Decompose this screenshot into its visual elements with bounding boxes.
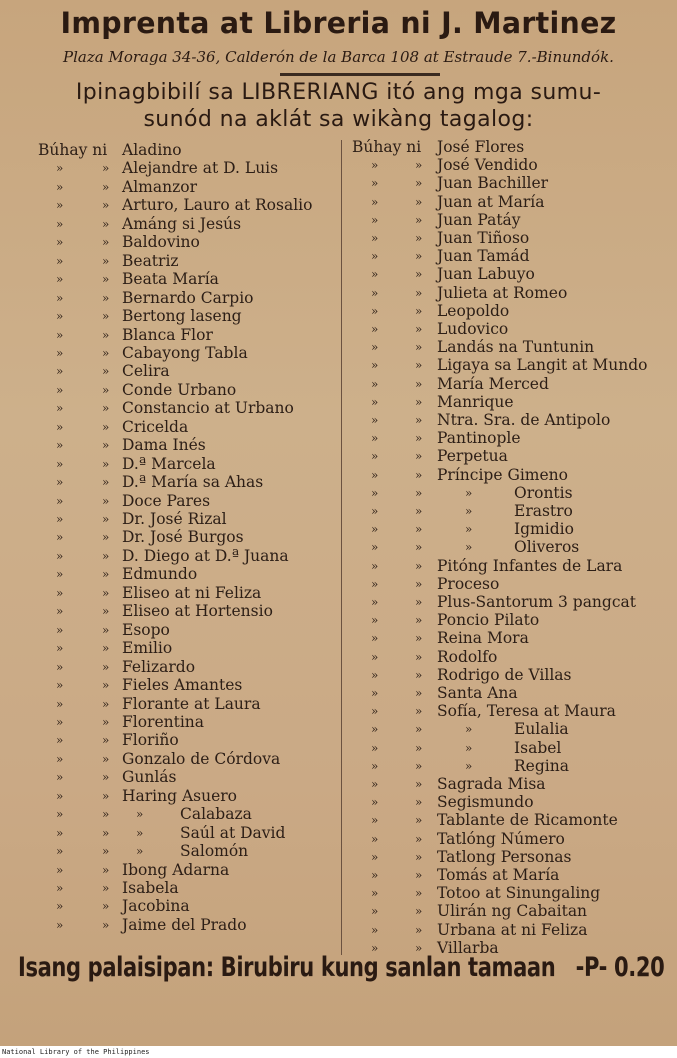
ditto-mark: »: [371, 540, 379, 555]
ditto-mark: »: [56, 512, 64, 526]
ditto-mark: »: [415, 194, 423, 209]
intro-line-2: sunód na aklát sa wikàng tagalog:: [143, 107, 534, 132]
ditto-mark: »: [415, 376, 423, 391]
ditto-mark: »: [371, 176, 379, 191]
book-title: Jaime del Prado: [122, 915, 247, 934]
ditto-mark: »: [102, 438, 110, 453]
book-title: Emilio: [122, 639, 173, 658]
ditto-mark: »: [415, 303, 423, 318]
ditto-mark: »: [415, 485, 423, 500]
book-title: D. Diego at D.ª Juana: [122, 546, 289, 565]
title-rule: [280, 73, 440, 76]
ditto-mark: »: [102, 770, 110, 785]
ditto-mark: »: [102, 161, 110, 176]
footer-line: [18, 952, 665, 983]
book-title: Dama Inés: [122, 436, 206, 455]
ditto-mark: »: [56, 198, 64, 213]
book-title: Dr. José Burgos: [122, 528, 244, 547]
ditto-mark: »: [371, 504, 379, 518]
ditto-mark: »: [415, 522, 423, 537]
ditto-mark: »: [136, 807, 144, 822]
ditto-mark: »: [371, 576, 379, 591]
ditto-mark: »: [56, 788, 64, 803]
source-credit: National Library of the Philippines: [2, 1048, 150, 1056]
ditto-mark: »: [465, 522, 473, 537]
ditto-mark: »: [56, 862, 64, 877]
book-title: Sofía, Teresa at Maura: [437, 702, 616, 721]
ditto-mark: »: [102, 567, 110, 582]
ditto-mark: »: [415, 394, 423, 409]
ditto-mark: »: [102, 475, 110, 490]
ditto-mark: »: [465, 758, 473, 773]
ditto-mark: »: [415, 249, 423, 264]
footer-price: -P- 0.20: [575, 952, 665, 983]
book-title: Juan Tiñoso: [437, 229, 530, 247]
book-title: Isabel: [514, 738, 562, 757]
book-title: Dr. José Rizal: [122, 510, 227, 528]
ditto-mark: »: [102, 456, 110, 471]
ditto-mark: »: [102, 844, 110, 859]
book-title: Manrique: [437, 392, 514, 411]
ditto-mark: »: [102, 881, 110, 895]
book-title: Eliseo at Hortensio: [122, 602, 273, 621]
ditto-mark: »: [415, 322, 423, 336]
ditto-mark: »: [56, 751, 64, 766]
book-title: Landás na Tuntunin: [437, 338, 595, 357]
book-title: Gunlás: [122, 768, 177, 787]
book-title: Rodolfo: [437, 647, 498, 666]
ditto-mark: »: [56, 475, 64, 490]
ditto-mark: »: [415, 504, 423, 518]
ditto-mark: »: [371, 922, 379, 937]
book-title: Salomón: [180, 842, 249, 861]
book-title: Rodrigo de Villas: [437, 665, 572, 684]
ditto-mark: »: [102, 493, 110, 508]
ditto-mark: »: [415, 540, 423, 555]
ditto-mark: »: [56, 678, 64, 693]
book-title: Igmidio: [514, 520, 574, 539]
ditto-mark: »: [371, 595, 379, 609]
ditto-mark: »: [415, 849, 423, 864]
book-title: Totoo at Sinungaling: [437, 884, 601, 903]
ditto-mark: »: [102, 272, 110, 287]
ditto-mark: »: [415, 212, 423, 227]
ditto-mark: »: [415, 613, 423, 628]
book-title: Proceso: [437, 574, 500, 593]
ditto-mark: »: [56, 770, 64, 785]
book-title: Reina Mora: [437, 629, 529, 648]
ditto-mark: »: [56, 345, 64, 360]
book-title: Edmundo: [122, 565, 198, 584]
book-title: Aladino: [122, 141, 182, 159]
ditto-mark: »: [56, 456, 64, 471]
ditto-mark: »: [102, 714, 110, 729]
ditto-mark: »: [102, 512, 110, 526]
ditto-mark: »: [56, 530, 64, 545]
book-title: Pitóng Infantes de Lara: [437, 556, 623, 575]
ditto-mark: »: [56, 548, 64, 563]
ditto-mark: »: [415, 777, 423, 791]
book-title: Alejandre at D. Luis: [122, 159, 279, 178]
book-title: Juan Tamád: [437, 247, 530, 266]
ditto-mark: »: [102, 309, 110, 324]
book-title: Saúl at David: [180, 823, 286, 842]
ditto-mark: »: [371, 868, 379, 882]
book-title: Juan at María: [437, 192, 545, 211]
book-title: Juan Patáy: [437, 210, 521, 229]
footer-text: Isang palaisipan: Birubiru kung sanlan tamaan: [18, 952, 556, 983]
intro-line-1: Ipinagbibilí sa LIBRERIANG itó ang mga sumu-: [75, 80, 602, 105]
book-title: Arturo, Lauro at Rosalio: [122, 196, 313, 215]
ditto-mark: »: [102, 696, 110, 711]
ditto-mark: »: [102, 401, 110, 416]
ditto-mark: »: [371, 485, 379, 500]
ditto-mark: »: [102, 345, 110, 360]
ditto-mark: »: [102, 382, 110, 397]
ditto-mark: »: [371, 285, 379, 300]
ditto-mark: »: [371, 649, 379, 664]
ditto-mark: »: [56, 382, 64, 397]
book-title: Beata María: [122, 270, 219, 289]
ditto-mark: »: [415, 358, 423, 373]
ditto-mark: »: [102, 917, 110, 932]
book-title: Haring Asuero: [122, 786, 238, 805]
book-title: Ulirán ng Cabaitan: [437, 902, 588, 921]
book-title: Floriño: [122, 731, 179, 750]
ditto-mark: »: [102, 659, 110, 674]
ditto-mark: »: [415, 449, 423, 464]
book-title: Baldovino: [122, 233, 200, 252]
ditto-mark: »: [102, 585, 110, 600]
ditto-mark: »: [371, 249, 379, 264]
ditto-mark: »: [415, 940, 423, 955]
ditto-mark: »: [465, 504, 473, 518]
ditto-mark: »: [102, 530, 110, 545]
ditto-mark: »: [415, 686, 423, 700]
ditto-mark: »: [415, 886, 423, 901]
ditto-mark: »: [415, 831, 423, 846]
ditto-mark: »: [371, 212, 379, 227]
book-title: Doce Pares: [122, 491, 211, 510]
book-title: Bertong laseng: [122, 307, 242, 326]
ditto-mark: »: [371, 558, 379, 573]
ditto-mark: »: [371, 376, 379, 391]
ditto-mark: »: [371, 340, 379, 355]
ditto-mark: »: [415, 667, 423, 682]
ditto-mark: »: [415, 904, 423, 919]
ditto-mark: »: [415, 576, 423, 591]
ditto-mark: »: [371, 904, 379, 919]
book-title: Isabela: [122, 879, 179, 897]
ditto-mark: »: [415, 340, 423, 355]
ditto-mark: »: [371, 158, 379, 173]
ditto-mark: »: [371, 740, 379, 755]
ditto-mark: »: [56, 917, 64, 932]
ditto-mark: »: [465, 740, 473, 755]
ditto-mark: »: [102, 419, 110, 434]
ditto-mark: »: [102, 862, 110, 877]
book-title: Sagrada Misa: [437, 775, 546, 793]
ditto-mark: »: [415, 704, 423, 719]
ditto-mark: »: [371, 722, 379, 737]
book-title: Erastro: [514, 502, 573, 520]
ditto-mark: »: [415, 795, 423, 810]
ditto-mark: »: [56, 253, 64, 268]
ditto-mark: »: [102, 751, 110, 766]
ditto-mark: »: [102, 548, 110, 563]
ditto-mark: »: [415, 595, 423, 609]
ditto-mark: »: [371, 394, 379, 409]
book-title: Blanca Flor: [122, 325, 213, 344]
ditto-mark: »: [415, 431, 423, 446]
ditto-mark: »: [102, 825, 110, 840]
ditto-mark: »: [371, 413, 379, 427]
ditto-mark: »: [415, 231, 423, 245]
ditto-mark: »: [102, 290, 110, 305]
book-title: Amáng si Jesús: [122, 214, 242, 233]
book-title: Juan Bachiller: [437, 174, 549, 193]
ditto-mark: »: [56, 401, 64, 416]
ditto-mark: »: [415, 740, 423, 755]
book-title: Felizardo: [122, 657, 196, 676]
ditto-mark: »: [102, 235, 110, 250]
page-title: Imprenta at Libreria ni J. Martinez: [60, 6, 617, 40]
book-title: Santa Ana: [437, 684, 518, 702]
ditto-mark: »: [371, 849, 379, 864]
ditto-mark: »: [371, 686, 379, 700]
ditto-mark: »: [56, 899, 64, 914]
book-title: María Merced: [437, 374, 549, 393]
ditto-mark: »: [102, 327, 110, 342]
book-title: Regina: [514, 756, 569, 775]
ditto-mark: »: [102, 641, 110, 656]
ditto-mark: »: [371, 813, 379, 828]
ditto-mark: »: [371, 231, 379, 245]
book-title: Urbana at ni Feliza: [437, 920, 588, 939]
ditto-mark: »: [371, 194, 379, 209]
ditto-mark: »: [371, 613, 379, 628]
book-title: Segismundo: [437, 793, 534, 812]
book-title: Fieles Amantes: [122, 676, 243, 695]
ditto-mark: »: [102, 198, 110, 213]
ditto-mark: »: [56, 235, 64, 250]
ditto-mark: »: [56, 622, 64, 637]
book-title: Ntra. Sra. de Antipolo: [437, 411, 611, 429]
book-title: Cabayong Tabla: [122, 343, 248, 362]
book-title: Beatriz: [122, 251, 179, 270]
book-title: Ibong Adarna: [122, 860, 230, 879]
ditto-mark: »: [102, 678, 110, 693]
ditto-mark: »: [415, 758, 423, 773]
ditto-mark: »: [371, 940, 379, 955]
book-title: Conde Urbano: [122, 380, 237, 399]
book-title: José Vendido: [437, 156, 538, 175]
ditto-mark: »: [56, 567, 64, 582]
list-prefix: Búhay ni: [352, 138, 422, 156]
ditto-mark: »: [56, 290, 64, 305]
ditto-mark: »: [56, 493, 64, 508]
ditto-mark: »: [56, 161, 64, 176]
book-title: Constancio at Urbano: [122, 399, 294, 418]
book-title: Tablante de Ricamonte: [437, 811, 618, 830]
book-title: Villarba: [437, 938, 499, 957]
list-prefix: Búhay ni: [38, 141, 108, 159]
ditto-mark: »: [371, 631, 379, 646]
ditto-mark: »: [371, 322, 379, 336]
ditto-mark: »: [371, 431, 379, 446]
ditto-mark: »: [102, 216, 110, 231]
book-title: Florante at Laura: [122, 694, 261, 713]
ditto-mark: »: [415, 868, 423, 882]
ditto-mark: »: [102, 179, 110, 194]
ditto-mark: »: [415, 176, 423, 191]
ditto-mark: »: [465, 485, 473, 500]
book-title: Juan Labuyo: [437, 265, 535, 284]
ditto-mark: »: [56, 641, 64, 656]
ditto-mark: »: [371, 467, 379, 482]
book-title: Tomás at María: [437, 866, 560, 884]
book-title: Florentina: [122, 712, 205, 731]
book-title: Esopo: [122, 620, 170, 639]
ditto-mark: »: [102, 364, 110, 379]
ditto-mark: »: [56, 438, 64, 453]
book-title: Eliseo at ni Feliza: [122, 583, 262, 602]
ditto-mark: »: [415, 413, 423, 427]
ditto-mark: »: [371, 704, 379, 719]
ditto-mark: »: [415, 158, 423, 173]
book-title: D.ª María sa Ahas: [122, 473, 264, 492]
book-title: Julieta at Romeo: [437, 283, 568, 302]
book-title: D.ª Marcela: [122, 454, 216, 473]
book-title: Príncipe Gimeno: [437, 465, 568, 484]
book-title: Pantinople: [437, 429, 521, 448]
ditto-mark: »: [56, 733, 64, 748]
ditto-mark: »: [371, 667, 379, 682]
ditto-mark: »: [136, 844, 144, 859]
book-title: Perpetua: [437, 447, 508, 466]
ditto-mark: »: [56, 807, 64, 822]
ditto-mark: »: [102, 788, 110, 803]
book-title: Plus-Santorum 3 pangcat: [437, 593, 636, 611]
ditto-mark: »: [465, 722, 473, 737]
book-title: Ludovico: [437, 320, 509, 338]
ditto-mark: »: [56, 585, 64, 600]
book-title: Bernardo Carpio: [122, 288, 254, 307]
ditto-mark: »: [415, 285, 423, 300]
ditto-mark: »: [371, 795, 379, 810]
ditto-mark: »: [371, 758, 379, 773]
ditto-mark: »: [136, 825, 144, 840]
ditto-mark: »: [371, 449, 379, 464]
ditto-mark: »: [415, 922, 423, 937]
ditto-mark: »: [102, 622, 110, 637]
address-line: Plaza Moraga 34-36, Calderón de la Barca 108 at Estraude 7.-Binundók.: [63, 48, 614, 66]
ditto-mark: »: [371, 777, 379, 791]
ditto-mark: »: [371, 303, 379, 318]
ditto-mark: »: [371, 358, 379, 373]
ditto-mark: »: [56, 696, 64, 711]
ditto-mark: »: [415, 722, 423, 737]
ditto-mark: »: [56, 659, 64, 674]
book-title: Cricelda: [122, 417, 189, 436]
book-title: Calabaza: [180, 805, 252, 824]
ditto-mark: »: [102, 733, 110, 748]
ditto-mark: »: [56, 364, 64, 379]
ditto-mark: »: [102, 899, 110, 914]
ditto-mark: »: [56, 825, 64, 840]
book-title: Poncio Pilato: [437, 611, 540, 630]
book-title: Tatlong Personas: [437, 847, 572, 866]
ditto-mark: »: [371, 522, 379, 537]
ditto-mark: »: [56, 881, 64, 895]
book-title: Jacobina: [122, 897, 190, 916]
book-title: Gonzalo de Córdova: [122, 749, 281, 768]
ditto-mark: »: [415, 631, 423, 646]
book-title: Tatlóng Número: [437, 829, 565, 848]
ditto-mark: »: [56, 309, 64, 324]
ditto-mark: »: [56, 714, 64, 729]
ditto-mark: »: [465, 540, 473, 555]
book-title: Celira: [122, 362, 170, 381]
ditto-mark: »: [371, 831, 379, 846]
ditto-mark: »: [371, 886, 379, 901]
ditto-mark: »: [56, 179, 64, 194]
ditto-mark: »: [102, 604, 110, 619]
ditto-mark: »: [102, 253, 110, 268]
ditto-mark: »: [415, 558, 423, 573]
book-title: Oliveros: [514, 538, 580, 557]
ditto-mark: »: [415, 467, 423, 482]
book-title: Leopoldo: [437, 301, 510, 320]
ditto-mark: »: [56, 216, 64, 231]
book-title: Orontis: [514, 483, 573, 502]
book-title: José Flores: [437, 138, 525, 156]
ditto-mark: »: [415, 649, 423, 664]
ditto-mark: »: [415, 267, 423, 282]
book-title: Almanzor: [122, 177, 197, 196]
column-divider: [341, 140, 342, 955]
ditto-mark: »: [56, 844, 64, 859]
book-title: Ligaya sa Langit at Mundo: [437, 356, 648, 375]
ditto-mark: »: [56, 604, 64, 619]
ditto-mark: »: [56, 419, 64, 434]
ditto-mark: »: [102, 807, 110, 822]
ditto-mark: »: [371, 267, 379, 282]
ditto-mark: »: [56, 327, 64, 342]
ditto-mark: »: [415, 813, 423, 828]
book-title: Eulalia: [514, 720, 569, 739]
ditto-mark: »: [56, 272, 64, 287]
